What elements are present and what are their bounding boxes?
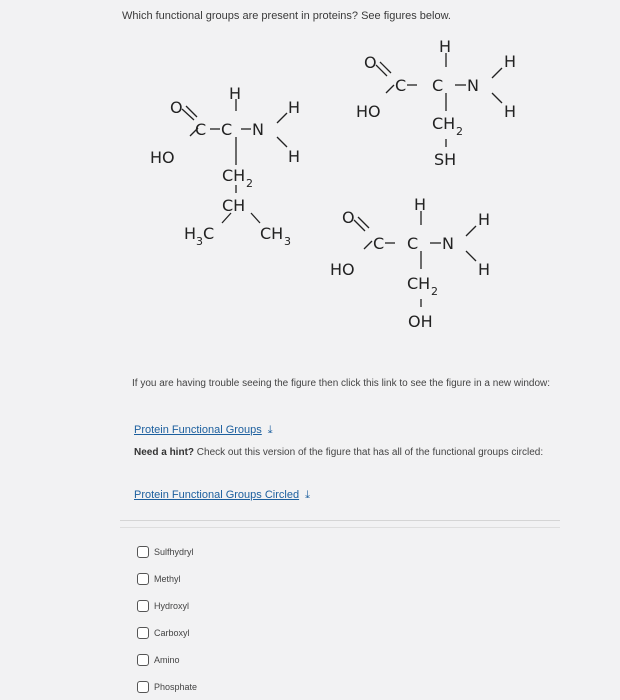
s2-hydroxyl-ho: HO bbox=[356, 102, 381, 121]
s1-h3c-h: H bbox=[184, 224, 197, 243]
s2-carboxyl-c: C bbox=[395, 76, 407, 95]
figure-help-text: If you are having trouble seeing the figure then click this link to see the figure in a new window: bbox=[132, 378, 551, 389]
s1-carbonyl-o: O bbox=[170, 98, 183, 117]
structures-svg bbox=[140, 25, 570, 350]
s3-ch2: CH bbox=[407, 274, 431, 293]
checkbox[interactable] bbox=[137, 600, 149, 612]
s1-carboxyl-c: C bbox=[195, 120, 207, 139]
s2-amino-h2: H bbox=[504, 102, 517, 121]
s3-oh: OH bbox=[408, 312, 433, 331]
option-label: Amino bbox=[154, 654, 180, 665]
option-sulfhydryl[interactable] bbox=[137, 538, 197, 565]
checkbox[interactable] bbox=[137, 627, 149, 639]
s1-amino-h2: H bbox=[288, 147, 301, 166]
s1-amino-h1: H bbox=[288, 98, 301, 117]
s2-amino-h1: H bbox=[504, 52, 517, 71]
protein-functional-groups-circled-link-label: Protein Functional Groups Circled bbox=[134, 489, 300, 501]
option-label: Hydroxyl bbox=[154, 600, 190, 611]
s1-ch3-sub: 3 bbox=[284, 235, 291, 248]
s2-amino-n: N bbox=[467, 76, 479, 95]
option-methyl[interactable] bbox=[137, 565, 197, 592]
s1-h3c-c: C bbox=[203, 224, 215, 243]
option-label: Carboxyl bbox=[154, 627, 190, 638]
question-text: Which functional groups are present in proteins? See figures below. bbox=[122, 10, 451, 22]
s2-carbonyl-o: O bbox=[364, 53, 377, 72]
checkbox[interactable] bbox=[137, 546, 149, 558]
option-phosphate[interactable] bbox=[137, 673, 197, 700]
hint-bold: Need a hint? bbox=[134, 447, 195, 458]
s3-ch2-sub: 2 bbox=[431, 285, 438, 298]
option-amino[interactable] bbox=[137, 646, 197, 673]
s3-alpha-h: H bbox=[414, 195, 427, 214]
option-label: Sulfhydryl bbox=[154, 546, 194, 557]
protein-functional-groups-link[interactable] bbox=[134, 424, 273, 437]
s3-carboxyl-c: C bbox=[373, 234, 385, 253]
s1-amino-n: N bbox=[252, 120, 264, 139]
option-hydroxyl[interactable] bbox=[137, 592, 197, 619]
protein-functional-groups-circled-link[interactable] bbox=[134, 489, 310, 502]
divider bbox=[120, 527, 560, 528]
download-icon: ⤓ bbox=[305, 489, 310, 501]
s2-ch2: CH bbox=[432, 114, 456, 133]
s3-amino-h2: H bbox=[478, 260, 491, 279]
checkbox[interactable] bbox=[137, 573, 149, 585]
download-icon: ⤓ bbox=[267, 424, 273, 436]
s1-ch3: CH bbox=[260, 224, 284, 243]
protein-functional-groups-link-label: Protein Functional Groups bbox=[134, 424, 262, 436]
s2-sh: SH bbox=[434, 150, 457, 169]
s2-alpha-h: H bbox=[439, 37, 452, 56]
s2-ch2-sub: 2 bbox=[456, 125, 463, 138]
hint-text bbox=[134, 446, 564, 460]
hint-body: Check out this version of the figure that has all of the functional groups circled: bbox=[194, 447, 544, 458]
s1-ch: CH bbox=[222, 196, 246, 215]
s1-h3c-sub: 3 bbox=[196, 235, 203, 248]
s2-alpha-c: C bbox=[432, 76, 444, 95]
s1-alpha-h: H bbox=[229, 84, 242, 103]
s1-alpha-c: C bbox=[221, 120, 233, 139]
s3-amino-h1: H bbox=[478, 210, 491, 229]
checkbox[interactable] bbox=[137, 654, 149, 666]
divider bbox=[120, 520, 560, 521]
s3-hydroxyl-ho: HO bbox=[330, 260, 355, 279]
option-carboxyl[interactable] bbox=[137, 619, 197, 646]
option-label: Methyl bbox=[154, 573, 181, 584]
s1-ch2: CH bbox=[222, 166, 246, 185]
s3-carbonyl-o: O bbox=[342, 208, 355, 227]
answer-options bbox=[137, 538, 197, 700]
s1-hydroxyl-ho: HO bbox=[150, 148, 175, 167]
s3-alpha-c: C bbox=[407, 234, 419, 253]
option-label: Phosphate bbox=[154, 681, 198, 692]
checkbox[interactable] bbox=[137, 681, 149, 693]
s3-amino-n: N bbox=[442, 234, 454, 253]
s1-ch2-sub: 2 bbox=[246, 177, 253, 190]
amino-acid-figure bbox=[140, 25, 570, 350]
